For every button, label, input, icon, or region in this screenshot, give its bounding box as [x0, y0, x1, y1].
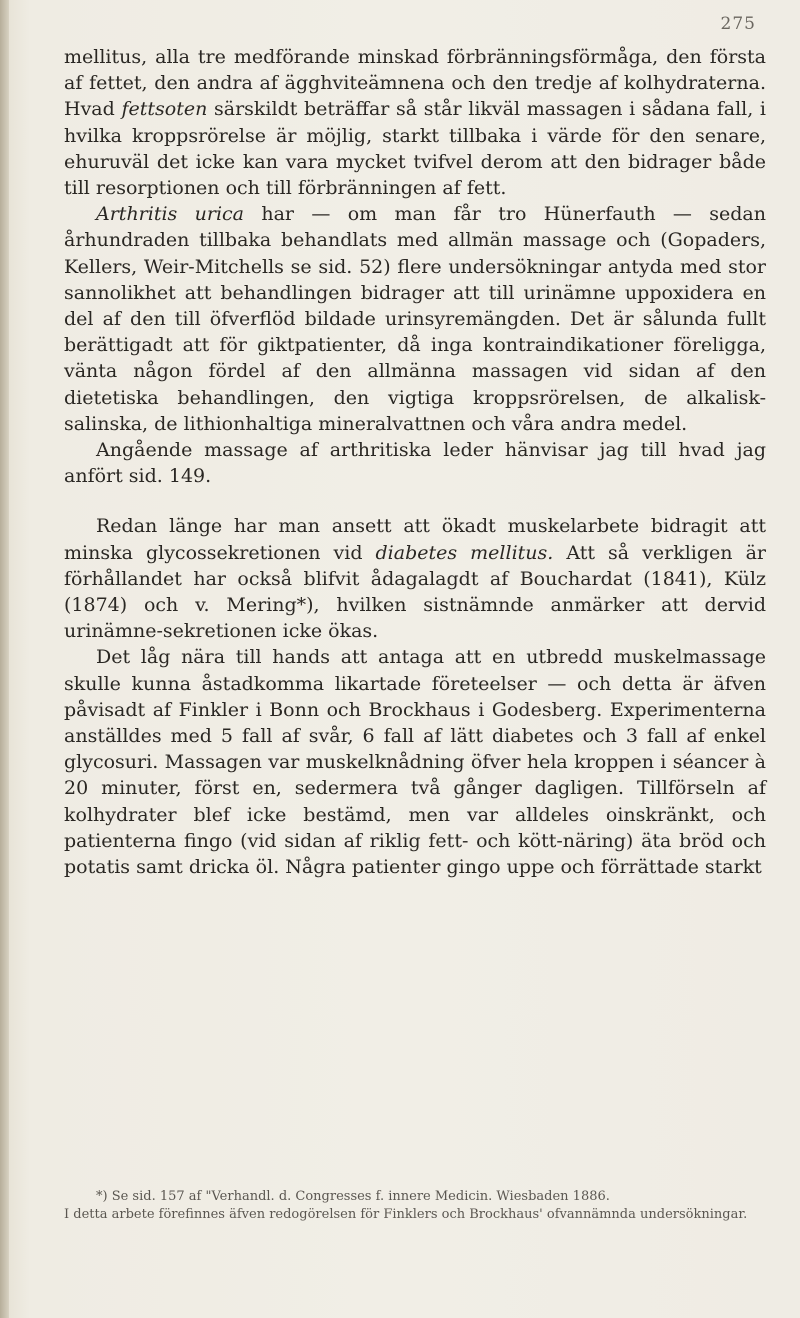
italic-term: Arthritis urica	[96, 203, 245, 226]
paragraph-muskelmassage	[64, 644, 766, 880]
text-run: Att så verkligen är förhållandet har också blifvit ådagalagdt af Bouchardat (1841), Külz (1874) och v. Mering*), hvilken sistnämnde anmärker att dervid urinämne-sekretionen icke ökas.	[64, 541, 766, 643]
footnote	[64, 1188, 766, 1224]
italic-term: diabetes mellitus.	[375, 541, 554, 564]
text-run: Det låg nära till hands att antaga att en utbredd muskelmassage skulle kunna åstadkomma likartade företeelser — och detta är äfven påvisadt af Finkler i Bonn och Brockhaus i Godesberg. Experimenterna anställdes med 5 fall af svår, 6 fall af lätt diabetes och 3 fall af enkel glycosuri. Massagen var muskelknådning öfver hela kroppen i séancer à 20 minuter, först en, sedermera två gånger dagligen. Tillförseln af kolhydrater blef icke bestämd, men var alldeles oinskränkt, och patienterna fingo (vid sidan af riklig fett- och kött-näring) äta bröd och potatis samt dricka öl. Några patienter gingo uppe och förrättade starkt	[64, 646, 766, 879]
text-run: Angående massage af arthritiska leder hänvisar jag till hvad jag anfört sid. 149.	[64, 439, 766, 488]
body-text	[64, 44, 766, 880]
italic-term: fettsoten	[121, 98, 208, 121]
book-spine-shadow	[0, 0, 9, 1318]
text-run: särskildt beträffar så står likväl massagen i sådana fall, i hvilka kroppsrörelse är möjlig, starkt tillbaka i värde för den senare, ehuruväl det icke kan vara mycket tvifvel derom att den bidrager både till resorptionen och till förbränningen af fett.	[64, 98, 767, 200]
footnote-line-1: *) Se sid. 157 af "Verhandl. d. Congresses f. innere Medicin. Wiesbaden 1886.	[96, 1189, 610, 1204]
text-run: mellitus, alla tre medförande minskad förbränningsförmåga, den första af fettet, den andra af ägghviteämnena och den tredje af kolhydraterna. Hvad	[64, 46, 766, 121]
paragraph-arthritis-urica	[64, 201, 766, 437]
paragraph-fettsoten	[64, 44, 766, 201]
page-number: 275	[720, 14, 756, 34]
paragraph-diabetes-mellitus	[64, 513, 766, 644]
text-run: Redan länge har man ansett att ökadt muskelarbete bidragit att minska glycossekretionen vid	[64, 515, 766, 564]
footnote-line-2: I detta arbete förefinnes äfven redogörelsen för Finklers och Brockhaus' ofvannämnda undersökningar.	[64, 1207, 748, 1222]
paragraph-arthritis-reference	[64, 437, 766, 489]
text-run: har — om man får tro Hünerfauth — sedan århundraden tillbaka behandlats med allmän massage och (Gopaders, Kellers, Weir-Mitchells se sid. 52) flere undersökningar antyda med stor sannolikhet att behandlingen bidrager att till urinämne uppoxidera en del af den till öfverflöd bildade urinsyremängden. Det är sålunda fullt berättigadt att för giktpatienter, då inga kontraindikationer föreligga, vänta någon fördel af den allmänna massagen vid sidan af den dietetiska behandlingen, den vigtiga kroppsrörelsen, de alkalisk-salinska, de lithionhaltiga mineralvattnen och våra andra medel.	[64, 203, 766, 435]
